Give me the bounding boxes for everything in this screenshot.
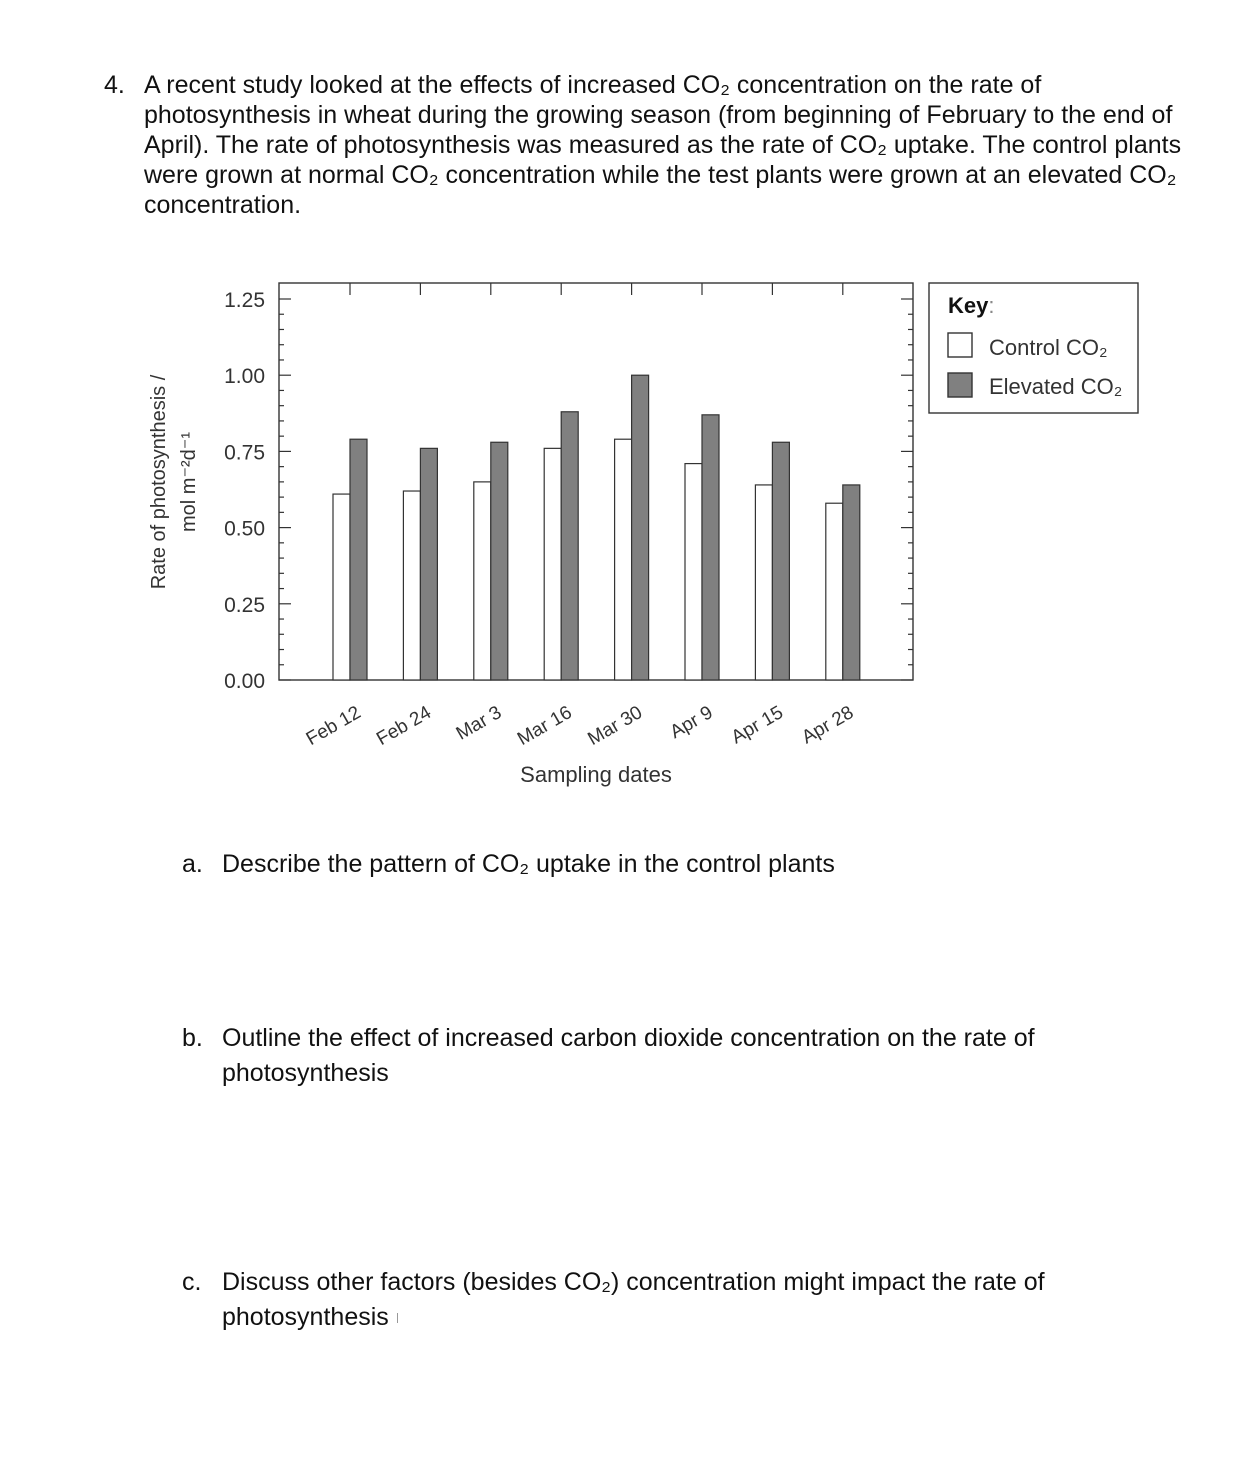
x-tick-label: Mar 30 [584,702,647,750]
bar-control [544,448,561,680]
bar-control [826,503,843,680]
part-c-text-content: Discuss other factors (besides CO₂) concentration might impact the rate of photosynthesis [222,1268,1045,1331]
legend-swatch-elevated [948,373,972,397]
x-tick-label: Feb 12 [302,702,365,750]
legend [929,283,1138,413]
y-axis-label-line2: mol m⁻²d⁻¹ [178,432,200,532]
y-tick-label: 0.00 [224,670,265,693]
y-tick-label: 1.00 [224,365,265,389]
bar-control [403,491,420,680]
y-axis-ticks [224,289,265,693]
part-b-letter: b. [182,1024,203,1052]
x-tick-label: Feb 24 [373,702,435,750]
x-axis-tick-labels [303,702,858,750]
x-tick-label: Apr 28 [798,702,858,749]
x-tick-label: Mar 16 [513,702,576,750]
bar-control [615,439,632,680]
x-axis-label: Sampling dates [520,762,672,787]
x-tick-label: Apr 15 [727,702,787,749]
plot-frame [279,283,913,680]
bar-elevated [632,375,649,680]
part-a-letter: a. [182,850,203,878]
part-a-text: Describe the pattern of CO₂ uptake in the control plants [222,850,835,878]
y-tick-label: 0.25 [224,593,265,617]
y-tick-label: 0.50 [224,517,265,541]
x-tick-label: Apr 9 [666,702,717,744]
bar-elevated [491,442,508,680]
question-number: 4. [104,71,125,99]
part-c-letter: c. [182,1268,202,1296]
bar-elevated [772,442,789,680]
part-b-text: Outline the effect of increased carbon dioxide concentration on the rate of photosynthesis [222,1024,1035,1087]
bar-control [474,482,491,680]
legend-label-elevated: Elevated CO₂ [989,374,1123,399]
bar-elevated [420,448,437,680]
legend-title: Key: [948,293,995,318]
photosynthesis-bar-chart [0,270,1252,810]
question-text: A recent study looked at the effects of increased CO₂ concentration on the rate of photosynthesis in wheat during the growing season (from beginning of February to the end of April). The rate of photosynthesis was measured as the rate of CO₂ uptake. The control plants were grown at normal CO₂ concentration while the test plants were grown at an elevated CO₂ concentration. [144,71,1182,219]
x-tick-label: Mar 3 [452,702,506,745]
bar-elevated [843,485,860,680]
part-c-text [222,1265,1122,1335]
y-axis-label [148,374,200,589]
bar-elevated [702,415,719,680]
bar-control [685,464,702,680]
bar-control [333,494,350,680]
y-tick-label: 0.75 [224,441,265,465]
y-axis-label-line1: Rate of photosynthesis / [148,374,170,590]
y-tick-label: 1.25 [224,289,265,312]
legend-swatch-control [948,333,972,357]
bar-elevated [350,439,367,680]
legend-label-control: Control CO₂ [989,335,1108,360]
bar-control [755,485,772,680]
text-cursor-mark [397,1313,398,1323]
bar-elevated [561,412,578,680]
